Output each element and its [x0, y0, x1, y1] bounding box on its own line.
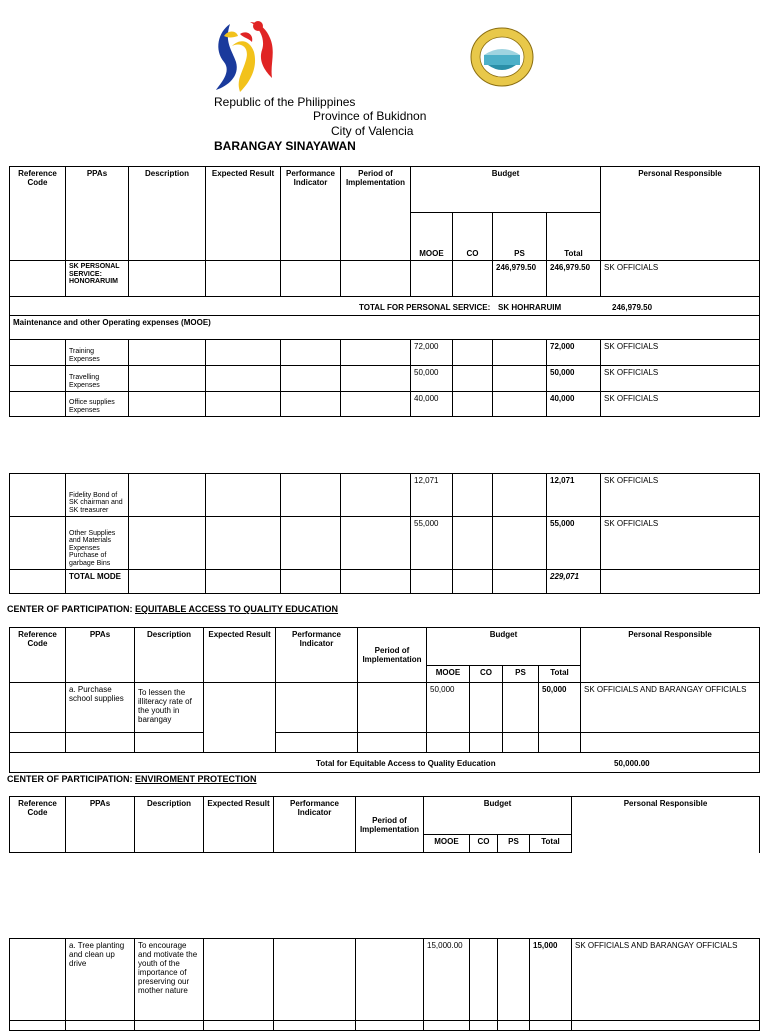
- table-row: [10, 733, 760, 753]
- table-row: Fidelity Bond of SK chairman and SK treasurer 12,071 12,071 SK OFFICIALS: [10, 474, 760, 517]
- table-row: [10, 261, 760, 297]
- col-performance-indicator: Performance Indicator: [281, 167, 341, 261]
- header-barangay: BARANGAY SINAYAWAN: [214, 139, 356, 153]
- ppa-school-supplies: a. Purchase school supplies: [66, 683, 135, 733]
- description-school-supplies: To lessen the illiteracy rate of the youth in barangay: [135, 683, 204, 733]
- mooe-heading-row: [10, 316, 760, 340]
- sk-logo: [210, 16, 276, 96]
- table-row: a. Tree planting and clean up drive To encourage and motivate the youth of the importance of preserving our mother nature 15,000.00 15,000 SK OFFICIALS AND BARANGAY OFFICIALS: [10, 939, 760, 1021]
- col-description: Description: [129, 167, 206, 261]
- ps-value: 246,979.50: [493, 261, 547, 297]
- col-ps: PS: [493, 213, 547, 261]
- table-row: a. Purchase school supplies To lessen the illiteracy rate of the youth in barangay 50,000 50,000 SK OFFICIALS AND BARANGAY OFFICIALS: [10, 683, 760, 733]
- total-mode-value: 229,071: [547, 570, 601, 594]
- col-co: CO: [453, 213, 493, 261]
- total-education-value: 50,000.00: [614, 759, 650, 768]
- budget-table-mooe-continued: [9, 473, 760, 594]
- table-row: Office supplies Expenses 40,000 40,000 SK OFFICIALS: [10, 392, 760, 417]
- header-republic: Republic of the Philippines: [214, 95, 356, 109]
- ppa-personal-service: SK PERSONAL SERVICE: HONORARUIM: [66, 261, 129, 297]
- total-education-row: [10, 753, 760, 773]
- section-heading-education: CENTER OF PARTICIPATION: EQUITABLE ACCESS TO QUALITY EDUCATION: [7, 604, 339, 614]
- total-personal-service-row: [10, 297, 760, 316]
- budget-table-environment-rows: [9, 938, 760, 1031]
- header-city: City of Valencia: [331, 124, 414, 138]
- table-row: Other Supplies and Materials Expenses Purchase of garbage Bins 55,000 55,000 SK OFFICIALS: [10, 517, 760, 570]
- budget-table-personal-mooe: [9, 166, 760, 417]
- mooe-heading: Maintenance and other Operating expenses (MOOE): [10, 316, 760, 340]
- budget-table-environment: Reference Code PPAs Description Expected Result Performance Indicator Period of Implementation Budget Personal Responsible MOOE CO PS Total: [9, 796, 760, 853]
- total-ps-value: 246,979.50: [612, 303, 653, 312]
- col-personal-responsible: Personal Responsible: [601, 167, 760, 261]
- total-ps-name: SK HOHRARUIM: [498, 303, 562, 312]
- col-reference-code: Reference Code: [10, 167, 66, 261]
- total-ps-label: TOTAL FOR PERSONAL SERVICE:: [359, 303, 491, 312]
- total-value: 246,979.50: [547, 261, 601, 297]
- total-mode-row: [10, 570, 760, 594]
- description-tree-planting: To encourage and motivate the youth of the importance of preserving our mother nature: [135, 939, 204, 1021]
- responsible: SK OFFICIALS: [601, 261, 760, 297]
- table-row: Training Expenses 72,000 72,000 SK OFFICIALS: [10, 340, 760, 366]
- header-province: Province of Bukidnon: [313, 109, 427, 123]
- barangay-seal: [470, 27, 534, 87]
- col-ppas: PPAs: [66, 167, 129, 261]
- total-education-label: Total for Equitable Access to Quality Education: [316, 759, 496, 768]
- section-heading-environment: CENTER OF PARTICIPATION: ENVIROMENT PROTECTION: [7, 774, 257, 784]
- col-total: Total: [547, 213, 601, 261]
- ppa-tree-planting: a. Tree planting and clean up drive: [66, 939, 135, 1021]
- col-budget: Budget: [411, 167, 601, 213]
- total-mode-label: TOTAL MODE: [66, 570, 129, 594]
- table-row: Travelling Expenses 50,000 50,000 SK OFFICIALS: [10, 366, 760, 392]
- budget-table-education: Reference Code PPAs Description Expected Result Performance Indicator Period of Implementation Budget Personal Responsible MOOE CO PS Total a. Purchase school supplies To lessen the illiteracy rate of the youth in barangay 50,000 50,000 SK OFFICIALS AND BARANGAY OFFICIALS Total for Equitable Access to Quality Education 50,000.00: [9, 627, 760, 773]
- col-mooe: MOOE: [411, 213, 453, 261]
- col-period: Period of Implementation: [341, 167, 411, 261]
- col-expected-result: Expected Result: [206, 167, 281, 261]
